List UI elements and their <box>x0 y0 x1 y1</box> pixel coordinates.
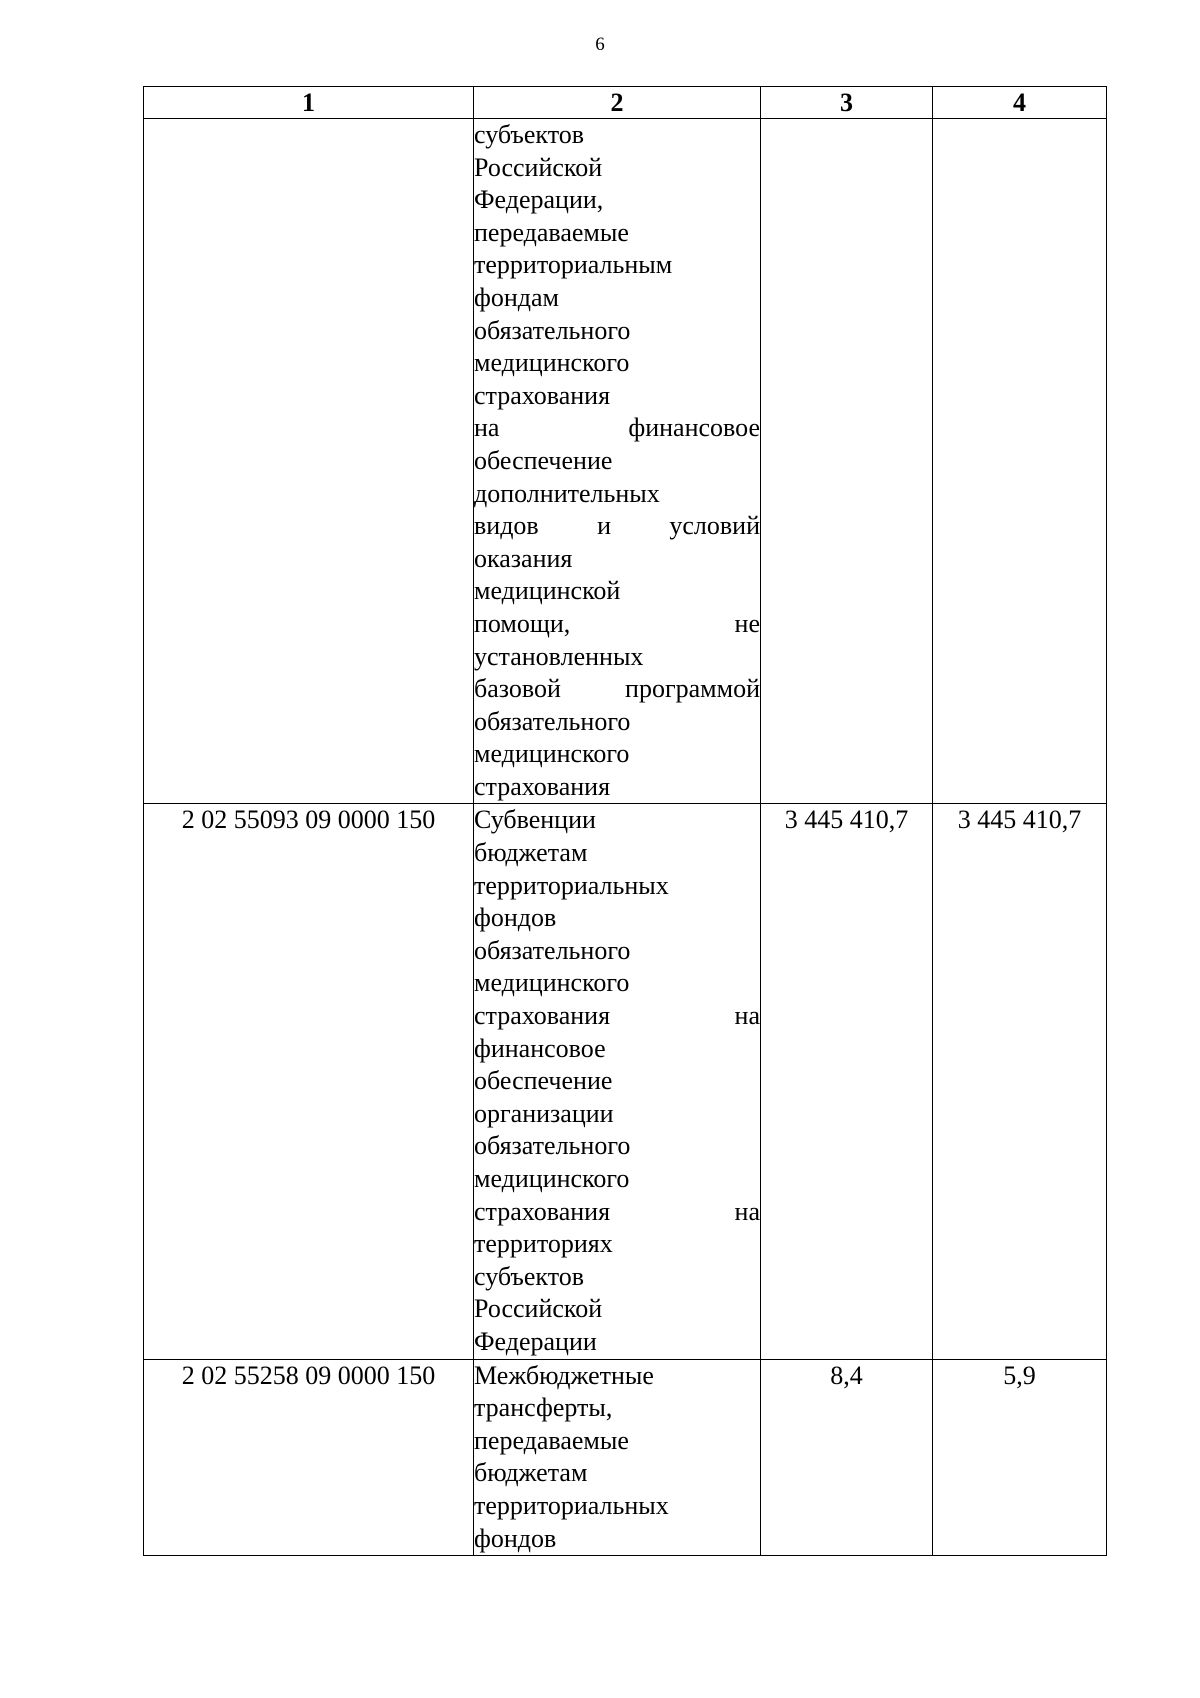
description-line: обязательного <box>474 1131 631 1161</box>
description-line: фондов <box>474 903 557 933</box>
page-number: 6 <box>595 34 605 55</box>
budget-code-cell <box>144 119 474 804</box>
description-line: территориальным <box>474 250 673 280</box>
value-column-4-cell: 5,9 <box>933 1359 1107 1556</box>
description-line: оказания <box>474 543 573 573</box>
description-line: субъектов <box>474 120 585 149</box>
table-row <box>144 1359 1107 1556</box>
description-line: Российской <box>474 152 603 182</box>
description-line: территориальных <box>474 1490 669 1520</box>
description-cell <box>474 804 761 1359</box>
description-line: медицинского <box>474 348 630 378</box>
description-line: медицинского <box>474 739 630 769</box>
description-line: передаваемые <box>474 1425 629 1455</box>
table-header-row <box>144 87 1107 119</box>
description-line: страхования <box>474 380 611 410</box>
column-header-4: 4 <box>933 87 1107 119</box>
value-column-3-cell: 8,4 <box>761 1359 933 1556</box>
description-line: территориальных <box>474 870 669 900</box>
description-line: базовой программой <box>474 674 760 704</box>
value-column-4-cell: 3 445 410,7 <box>933 804 1107 1359</box>
description-line: Федерации <box>474 1326 597 1356</box>
column-header-1: 1 <box>144 87 474 119</box>
description-line: установленных <box>474 641 644 671</box>
column-header-2: 2 <box>474 87 761 119</box>
description-line: обеспечение <box>474 445 613 475</box>
column-header-3: 3 <box>761 87 933 119</box>
table-row <box>144 804 1107 1359</box>
description-line: бюджетам <box>474 1458 588 1488</box>
description-line: трансферты, <box>474 1393 613 1423</box>
description-line: помощи, не <box>474 608 760 638</box>
value-column-4-cell <box>933 119 1107 804</box>
description-line: обеспечение <box>474 1066 613 1096</box>
description-line: фондов <box>474 1523 557 1553</box>
description-line: Субвенции <box>474 805 596 835</box>
value-column-3-cell <box>761 119 933 804</box>
budget-code-cell: 2 02 55093 09 0000 150 <box>144 804 474 1359</box>
description-line: фондам <box>474 282 559 312</box>
description-line: страхования на <box>474 1001 760 1031</box>
description-line: страхования на <box>474 1196 760 1226</box>
value-column-3-cell: 3 445 410,7 <box>761 804 933 1359</box>
description-line: видов и условий <box>474 511 760 541</box>
table-row <box>144 119 1107 804</box>
description-cell <box>474 119 761 804</box>
description-line: территориях <box>474 1229 613 1259</box>
budget-code-cell: 2 02 55258 09 0000 150 <box>144 1359 474 1556</box>
description-line: обязательного <box>474 315 631 345</box>
description-line: обязательного <box>474 706 631 736</box>
description-line: медицинской <box>474 576 621 606</box>
description-line: Межбюджетные <box>474 1360 654 1390</box>
description-cell <box>474 1359 761 1556</box>
description-line: Российской <box>474 1294 603 1324</box>
description-line: медицинского <box>474 1164 630 1193</box>
description-line: страхования <box>474 771 611 801</box>
description-line: на финансовое <box>474 413 760 443</box>
description-line: Федерации, <box>474 185 604 215</box>
description-line: передаваемые <box>474 217 629 247</box>
budget-table <box>143 86 1107 1556</box>
description-line: бюджетам <box>474 838 588 868</box>
description-line: субъектов <box>474 1261 585 1291</box>
description-line: организации <box>474 1098 614 1128</box>
description-line: финансовое <box>474 1033 606 1063</box>
description-line: обязательного <box>474 935 631 965</box>
description-line: медицинского <box>474 968 630 998</box>
description-line: дополнительных <box>474 478 660 508</box>
